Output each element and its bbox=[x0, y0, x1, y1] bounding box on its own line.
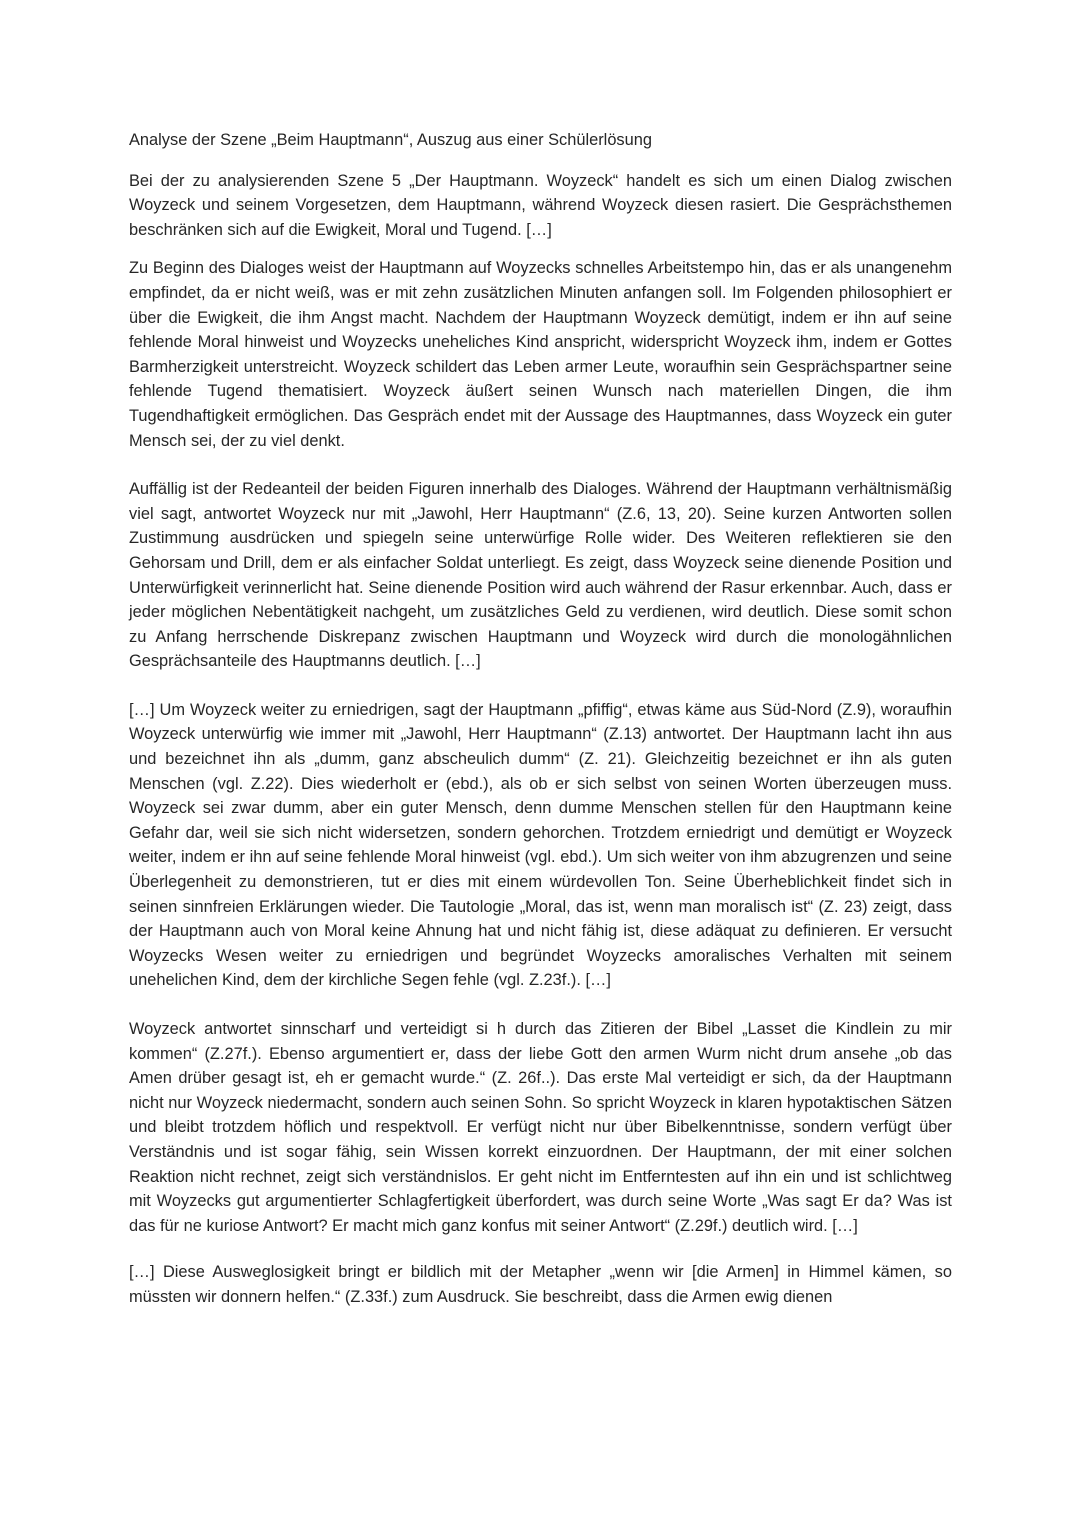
paragraph-speech-share: Auffällig ist der Redeanteil der beiden Figuren innerhalb des Dialoges. Während der Hauptmann verhältnismäßig viel sagt, antwortet Woyzeck nur mit „Jawohl, Herr Hauptmann“ (Z.6, 13, 20). Seine kurzen Antworten sollen Zustimmung ausdrücken und spiegeln seine unterwürfige Rolle wider. Des Weiteren reflektieren sie den Gehorsam und Drill, dem er als einfacher Soldat unterliegt. Es zeigt, dass Woyzeck seine dienende Position und Unterwürfigkeit verinnerlicht hat. Seine dienende Position wird auch während der Rasur erkennbar. Auch, dass er jeder möglichen Nebentätigkeit nachgeht, um zusätzliches Geld zu verdienen, wird deutlich. Diese somit schon zu Anfang herrschende Diskrepanz zwischen Hauptmann und Woyzeck wird durch die monologähnlichen Gesprächsanteile des Hauptmanns deutlich. […] bbox=[129, 480, 952, 671]
document-page bbox=[129, 128, 952, 1310]
paragraph-summary: Zu Beginn des Dialoges weist der Hauptmann auf Woyzecks schnelles Arbeitstempo hin, das er als unangenehm empfindet, da er nicht weiß, was er mit zehn zusätzlichen Minuten anfangen soll. Im Folgenden philosophiert er über die Ewigkeit, die ihm Angst macht. Nachdem der Hauptmann Woyzeck demütigt, indem er ihn auf seine fehlende Moral hinweist und Woyzecks uneheliches Kind anspricht, widerspricht Woyzeck ihm, indem er Gottes Barmherzigkeit unterstreicht. Woyzeck schildert das Leben armer Leute, woraufhin sein Gesprächspartner seine fehlende Tugend thematisiert. Woyzeck äußert seinen Wunsch nach materiellen Dingen, die ihm Tugendhaftigkeit ermöglichen. Das Gespräch endet mit der Aussage des Hauptmannes, dass Woyzeck ein guter Mensch sei, der zu viel denkt. bbox=[129, 259, 952, 450]
paragraph-humiliation: […] Um Woyzeck weiter zu erniedrigen, sagt der Hauptmann „pfiffig“, etwas käme aus Süd-Nord (Z.9), woraufhin Woyzeck unterwürfig wie immer mit „Jawohl, Herr Hauptmann“ (Z.13) antwortet. Der Hauptmann lacht ihn aus und bezeichnet ihn als „dumm, ganz abscheulich dumm“ (Z. 21). Gleichzeitig bezeichnet er ihn als guten Menschen (vgl. Z.22). Dies wiederholt er (ebd.), als ob er sich selbst von seinen Worten überzeugen muss. Woyzeck sei zwar dumm, aber ein guter Mensch, denn dumme Menschen stellen für den Hauptmann keine Gefahr dar, weil sie sich nicht widersetzen, sondern gehorchen. Trotzdem erniedrigt und demütigt er Woyzeck weiter, indem er ihn auf seine fehlende Moral hinweist (vgl. ebd.). Um sich weiter von ihm abzugrenzen und seine Überlegenheit zu demonstrieren, tut er dies mit einem würdevollen Ton. Seine Überheblichkeit findet sich in seinen sinnfreien Erklärungen wieder. Die Tautologie „Moral, das ist, wenn man moralisch ist“ (Z. 23) zeigt, dass der Hauptmann auch von Moral keine Ahnung hat und nicht fähig ist, diese adäquat zu definieren. Er versucht Woyzecks Wesen weiter zu erniedrigen und begründet Woyzecks amoralisches Verhalten mit seinem unehelichen Kind, dem der kirchliche Segen fehle (vgl. Z.23f.). […] bbox=[129, 700, 952, 990]
paragraph-introduction: Bei der zu analysierenden Szene 5 „Der Hauptmann. Woyzeck“ handelt es sich um einen Dialog zwischen Woyzeck und seinem Vorgesetzen, dem Hauptmann, während Woyzeck diesen rasiert. Die Gesprächsthemen beschränken sich auf die Ewigkeit, Moral und Tugend. […] bbox=[129, 171, 952, 239]
paragraph-metaphor: […] Diese Ausweglosigkeit bringt er bildlich mit der Metapher „wenn wir [die Armen] in Himmel kämen, so müssten wir donnern helfen.“ (Z.33f.) zum Ausdruck. Sie beschreibt, dass die Armen ewig dienen bbox=[129, 1263, 952, 1306]
document-title: Analyse der Szene „Beim Hauptmann“, Auszug aus einer Schülerlösung bbox=[129, 131, 652, 149]
paragraph-defense: Woyzeck antwortet sinnscharf und verteidigt si h durch das Zitieren der Bibel „Lasset die Kindlein zu mir kommen“ (Z.27f.). Ebenso argumentiert er, dass der liebe Gott den armen Wurm nicht drum ansehe „ob das Amen drüber gesagt ist, eh er gemacht wurde.“ (Z. 26f..). Das erste Mal verteidigt er sich, da der Hauptmann nicht nur Woyzeck niedermacht, sondern auch seinen Sohn. So spricht Woyzeck in klaren hypotaktischen Sätzen und bleibt trotzdem höflich und respektvoll. Er verfügt nicht nur über Bibelkenntnisse, sondern verfügt über Verständnis und ist sogar fähig, sein Wissen korrekt einzuordnen. Der Hauptmann, der mit einer solchen Reaktion nicht rechnet, zeigt sich verständnislos. Er geht nicht im Entferntesten auf ihn ein und ist schlichtweg mit Woyzecks gut argumentierter Schlagfertigkeit überfordert, was durch seine Worte „Was sagt Er da? Was ist das für ne kuriose Antwort? Er macht mich ganz konfus mit seiner Antwort“ (Z.29f.) deutlich wird. […] bbox=[129, 1020, 952, 1235]
